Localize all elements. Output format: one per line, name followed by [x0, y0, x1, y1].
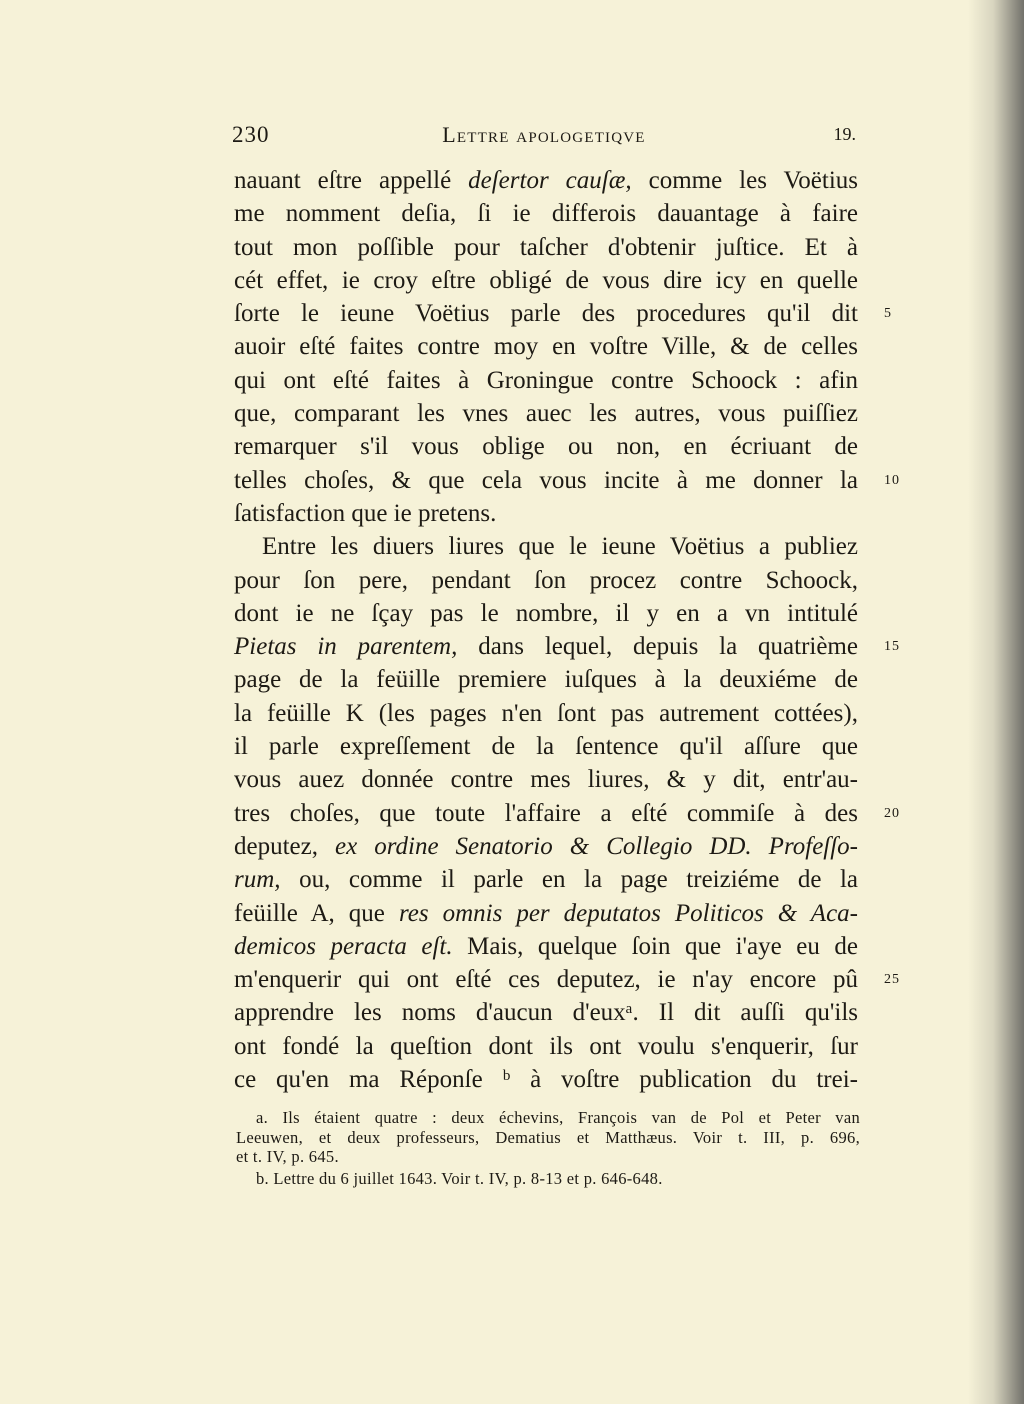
section-number: 19.	[833, 124, 856, 144]
text-line	[234, 330, 858, 363]
text-line	[234, 164, 858, 197]
text-line	[234, 231, 858, 264]
text-line	[234, 297, 892, 330]
footnote-a-line: a. Ils étaient quatre : deux échevins, François van de Pol et Peter van	[256, 1108, 860, 1127]
footnote-b	[236, 1169, 860, 1189]
text-line	[234, 963, 900, 996]
text-line	[234, 197, 858, 230]
line-text: Pietas in parentem, dans lequel, depuis la quatrième	[234, 633, 858, 661]
line-text: telles choſes, & que cela vous incite à me donner la	[234, 466, 858, 494]
running-head	[232, 122, 856, 154]
line-text: ſatisfaction que ie pretens.	[234, 499, 497, 527]
line-text: ce qu'en ma Réponſe ᵇ à voſtre publication du trei-	[234, 1066, 858, 1094]
line-text: ont fondé la queſtion dont ils ont voulu s'enquerir, ſur	[234, 1032, 858, 1060]
line-number: 15	[884, 639, 900, 655]
text-line	[234, 663, 858, 696]
line-text: cét effet, ie croy eſtre obligé de vous dire icy en quelle	[234, 266, 858, 294]
text-line	[234, 597, 858, 630]
text-line	[234, 797, 900, 830]
page-number: 230	[232, 122, 270, 147]
line-text: remarquer s'il vous oblige ou non, en écriuant de	[234, 433, 858, 461]
running-title: Lettre apologetiqve	[442, 122, 646, 147]
line-text: demicos peracta eſt. Mais, quelque ſoin que i'aye eu de	[234, 932, 858, 960]
text-line	[234, 264, 858, 297]
text-line	[234, 863, 858, 896]
line-text: Entre les diuers liures que le ieune Voëtius a publiez	[262, 533, 858, 561]
line-text: rum, ou, comme il parle en la page treiziéme de la	[234, 866, 858, 894]
page-edge-shadow	[968, 0, 1024, 1404]
body-text	[234, 164, 900, 1096]
text-line	[234, 1030, 858, 1063]
text-line	[234, 996, 858, 1029]
text-line	[234, 763, 858, 796]
line-number: 10	[884, 472, 900, 488]
line-text: ſorte le ieune Voëtius parle des procedures qu'il dit	[234, 300, 858, 328]
text-line	[234, 397, 858, 430]
line-text: tres choſes, que toute l'affaire a eſté commiſe à des	[234, 799, 858, 827]
line-text: vous auez donnée contre mes liures, & y dit, entr'au-	[234, 766, 858, 794]
text-line	[234, 364, 858, 397]
text-line	[234, 697, 858, 730]
line-text: que, comparant les vnes auec les autres, vous puiſſiez	[234, 400, 858, 428]
text-line	[234, 830, 858, 863]
footnote-a-line: et t. IV, p. 645.	[236, 1147, 339, 1166]
text-line	[234, 930, 858, 963]
line-text: deputez, ex ordine Senatorio & Collegio DD. Profeſſo-	[234, 832, 859, 860]
footnote-a	[236, 1108, 860, 1167]
line-text: feüille A, que res omnis per deputatos Politicos & Aca-	[234, 899, 858, 927]
line-text: tout mon poſſible pour taſcher d'obtenir juſtice. Et à	[234, 233, 858, 261]
line-text: qui ont eſté faites à Groningue contre Schoock : afin	[234, 366, 858, 394]
line-text: auoir eſté faites contre moy en voſtre Ville, & de celles	[234, 333, 858, 361]
line-text: pour ſon pere, pendant ſon procez contre Schoock,	[234, 566, 858, 594]
line-text: page de la feüille premiere iuſques à la deuxiéme de	[234, 666, 858, 694]
italic-phrase: deſertor cauſæ,	[468, 167, 632, 194]
text-line	[234, 497, 858, 530]
footnote-a-line: Leeuwen, et deux professeurs, Dematius et Matthæus. Voir t. III, p. 696,	[236, 1127, 860, 1147]
text-line	[234, 630, 900, 663]
footnotes	[236, 1108, 860, 1188]
line-text: nauant eſtre appellé deſertor cauſæ, comme les Voëtius	[234, 167, 858, 194]
line-text: me nomment deſia, ſi ie differois dauantage à faire	[234, 200, 858, 228]
text-line	[234, 564, 858, 597]
line-number: 25	[884, 972, 900, 988]
text-line	[234, 897, 858, 930]
line-text: apprendre les noms d'aucun d'euxᵃ. Il dit auſſi qu'ils	[234, 999, 858, 1027]
line-text: il parle expreſſement de la ſentence qu'il aſſure que	[234, 733, 858, 761]
line-number: 20	[884, 805, 900, 821]
line-text: la feüille K (les pages n'en ſont pas autrement cottées),	[234, 699, 858, 727]
text-line	[234, 530, 858, 563]
footnote-b-line: b. Lettre du 6 juillet 1643. Voir t. IV, p. 8-13 et p. 646-648.	[256, 1168, 663, 1188]
line-text: dont ie ne ſçay pas le nombre, il y en a vn intitulé	[234, 599, 858, 627]
text-line	[234, 464, 900, 497]
line-text: m'enquerir qui ont eſté ces deputez, ie n'ay encore pû	[234, 966, 858, 994]
italic-phrase: res omnis per deputatos Politicos & Aca-	[398, 899, 858, 927]
italic-phrase: rum,	[234, 866, 281, 894]
italic-phrase: ex ordine Senatorio & Collegio DD. Profeſſo-	[335, 832, 859, 860]
italic-phrase: demicos peracta eſt.	[234, 932, 453, 960]
line-number: 5	[884, 306, 892, 322]
text-line	[234, 430, 858, 463]
text-line	[234, 1063, 858, 1096]
italic-phrase: Pietas in parentem,	[234, 633, 458, 661]
text-line	[234, 730, 858, 763]
